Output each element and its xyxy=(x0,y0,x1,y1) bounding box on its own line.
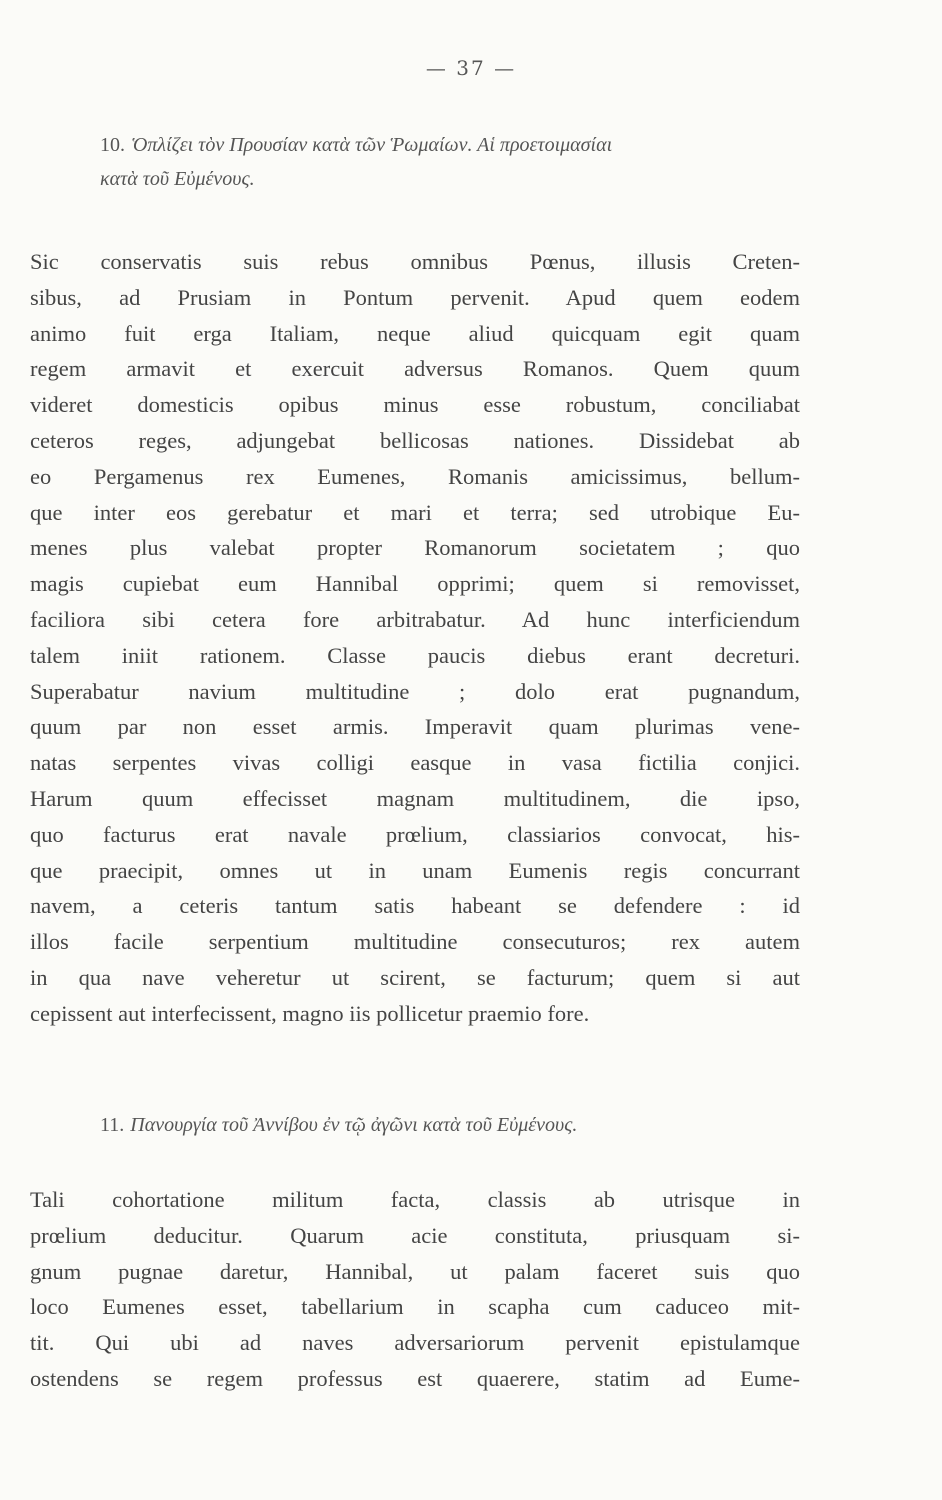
text-line: ostendens se regem professus est quaerere, statim ad Eume- xyxy=(30,1365,800,1391)
text-line: magis cupiebat eum Hannibal opprimi; quem si removisset, xyxy=(30,571,800,597)
text-line: sibus, ad Prusiam in Pontum pervenit. Apud quem eodem xyxy=(30,284,800,310)
text-line: Tali cohortatione militum facta, classis ab utrisque in xyxy=(30,1187,800,1212)
text-line: talem iniit rationem. Classe paucis diebus erant decreturi. xyxy=(30,642,800,668)
section-10-heading-line-1 xyxy=(100,128,800,162)
text-line: cepissent aut interfecissent, magno iis pollicetur praemio fore. xyxy=(30,1000,590,1026)
text-line: loco Eumenes esset, tabellarium in scapha cum caduceo mit- xyxy=(30,1294,800,1320)
text-line: Sic conservatis suis rebus omnibus Pœnus, illusis Creten- xyxy=(30,249,800,274)
text-line: menes plus valebat propter Romanorum societatem ; quo xyxy=(30,535,800,561)
text-line: natas serpentes vivas colligi easque in vasa fictilia conjici. xyxy=(30,750,800,776)
text-line: quum par non esset armis. Imperavit quam plurimas vene- xyxy=(30,714,800,740)
text-line: Superabatur navium multitudine ; dolo erat pugnandum, xyxy=(30,678,800,704)
text-line: faciliora sibi cetera fore arbitrabatur. Ad hunc interficiendum xyxy=(30,606,800,632)
section-11-title: Πανουργία τοῦ Ἀννίβου ἐν τῷ ἀγῶνι κατὰ τοῦ Εὐμένους. xyxy=(130,1114,578,1136)
text-line: regem armavit et exercuit adversus Romanos. Quem quum xyxy=(30,356,800,382)
section-11-number: 11. xyxy=(100,1114,125,1136)
text-line: ceteros reges, adjungebat bellicosas nationes. Dissidebat ab xyxy=(30,427,800,453)
section-10-title-line-2: κατὰ τοῦ Εὐμένους. xyxy=(100,168,255,190)
page-number: — 37 — xyxy=(425,56,517,80)
text-line: gnum pugnae daretur, Hannibal, ut palam faceret suis quo xyxy=(30,1258,800,1284)
section-11-heading xyxy=(100,1108,800,1142)
text-line: eo Pergamenus rex Eumenes, Romanis amicissimus, bellum- xyxy=(30,463,800,489)
text-line: quo facturus erat navale prœlium, classiarios convocat, his- xyxy=(30,821,800,847)
text-line: Harum quum effecisset magnam multitudinem, die ipso, xyxy=(30,785,800,811)
section-10-number: 10. xyxy=(100,134,125,156)
text-line: navem, a ceteris tantum satis habeant se defendere : id xyxy=(30,893,800,919)
text-line: tit. Qui ubi ad naves adversariorum pervenit epistulamque xyxy=(30,1330,800,1356)
section-10-heading xyxy=(100,128,800,196)
text-line: videret domesticis opibus minus esse robustum, conciliabat xyxy=(30,392,800,418)
section-10-paragraph xyxy=(30,244,800,1032)
text-line: que praecipit, omnes ut in unam Eumenis regis concurrant xyxy=(30,857,800,883)
section-11-paragraph xyxy=(30,1182,800,1397)
text-line: animo fuit erga Italiam, neque aliud quicquam egit quam xyxy=(30,320,800,346)
text-line: que inter eos gerebatur et mari et terra; sed utrobique Eu- xyxy=(30,499,800,525)
text-line: in qua nave veheretur ut scirent, se facturum; quem si aut xyxy=(30,964,800,990)
text-line: illos facile serpentium multitudine consecuturos; rex autem xyxy=(30,929,800,955)
text-line: prœlium deducitur. Quarum acie constituta, priusquam si- xyxy=(30,1222,800,1248)
section-10-title-line-1: Ὁπλίζει τὸν Προυσίαν κατὰ τῶν Ῥωμαίων. Αἱ προετοιμασίαι xyxy=(131,134,613,156)
